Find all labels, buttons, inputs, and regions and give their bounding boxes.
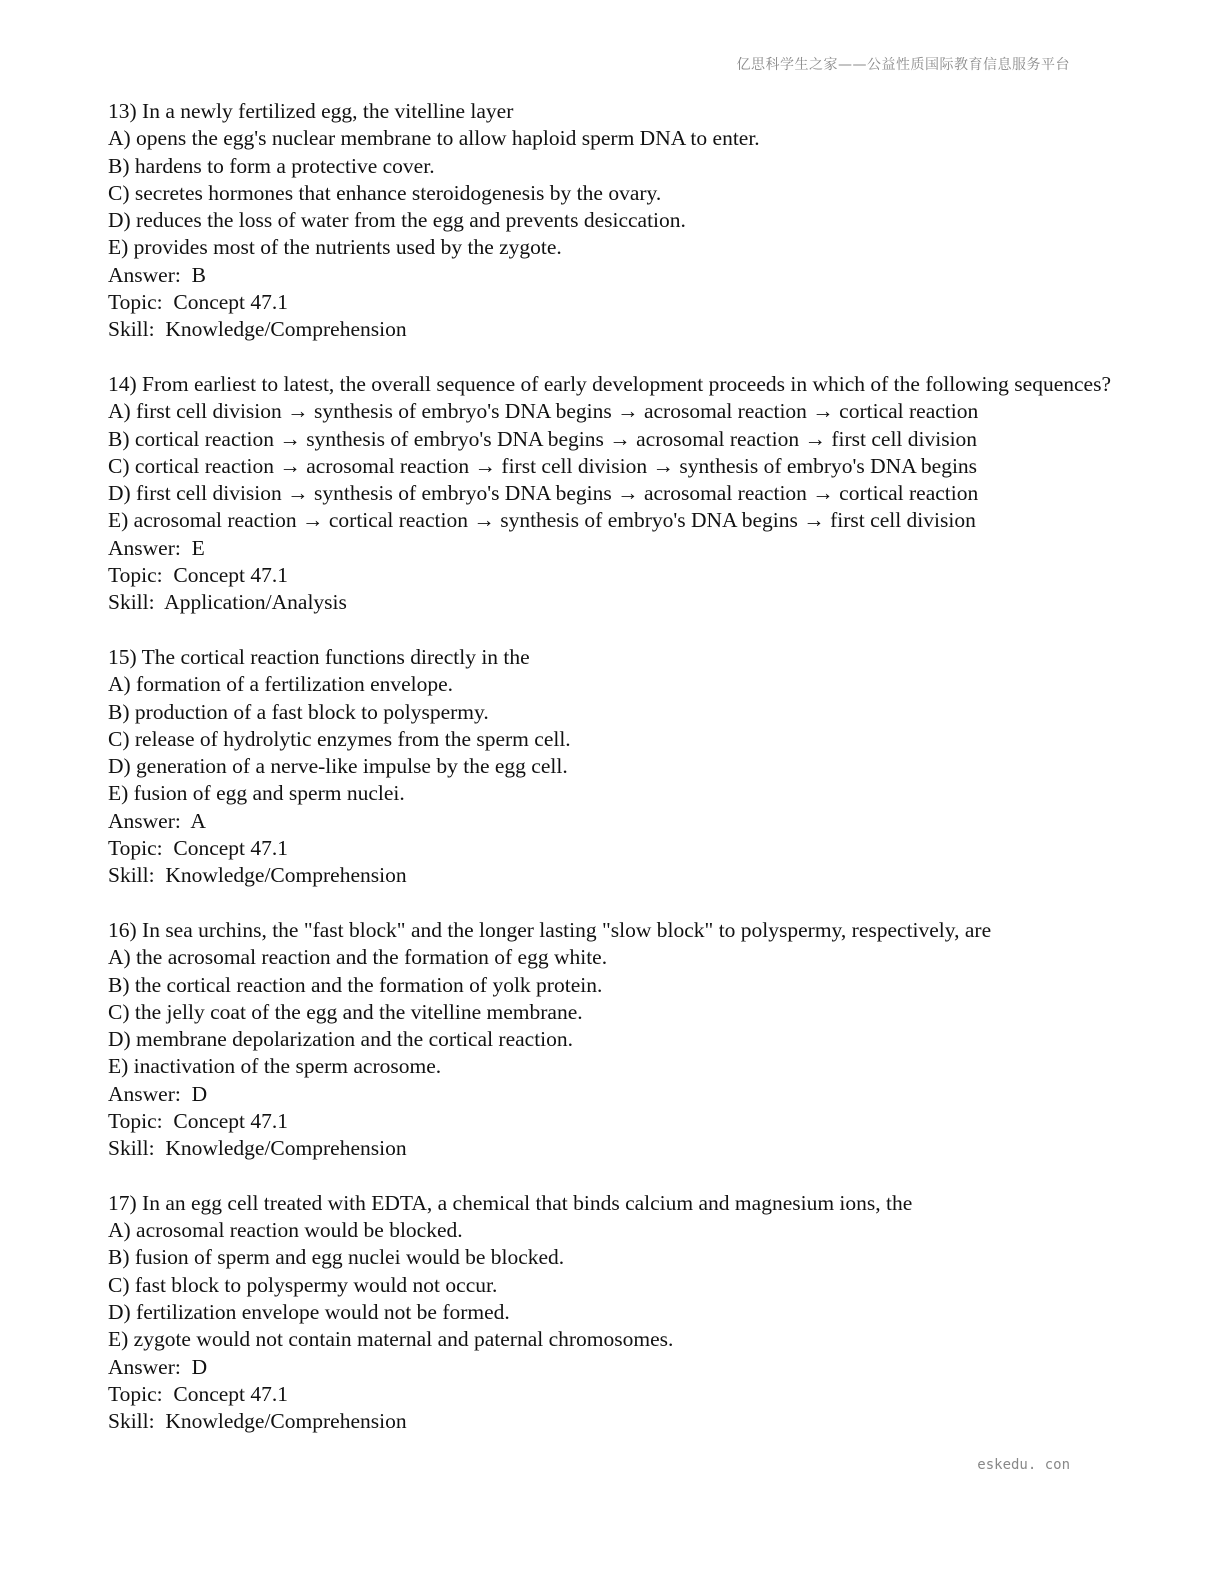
option-b: B) fusion of sperm and egg nuclei would be blocked.: [108, 1245, 565, 1270]
topic-line: Topic: Concept 47.1: [108, 1381, 289, 1406]
option-e: E) provides most of the nutrients used by the zygote.: [108, 235, 562, 260]
option-c: C) secretes hormones that enhance steroidogenesis by the ovary.: [108, 180, 662, 205]
skill-line: Skill: Knowledge/Comprehension: [108, 1136, 407, 1161]
header-watermark: 亿思科学生之家——公益性质国际教育信息服务平台: [736, 57, 1070, 73]
option-e: E) zygote would not contain maternal and paternal chromosomes.: [108, 1327, 674, 1352]
option-a: A) opens the egg's nuclear membrane to allow haploid sperm DNA to enter.: [108, 126, 760, 151]
answer-line: Answer: D: [108, 1081, 208, 1106]
option-d: D) reduces the loss of water from the egg and prevents desiccation.: [108, 208, 686, 233]
option-a: A) first cell division → synthesis of embryo's DNA begins → acrosomal reaction → cortical reaction: [108, 399, 979, 424]
option-c: C) the jelly coat of the egg and the vitelline membrane.: [108, 999, 583, 1024]
option-b: B) the cortical reaction and the formation of yolk protein.: [108, 972, 603, 997]
question-14: [108, 371, 1118, 617]
topic-line: Topic: Concept 47.1: [108, 290, 289, 315]
question-stem: 16) In sea urchins, the "fast block" and the longer lasting "slow block" to polyspermy, respectively, are: [108, 917, 992, 942]
option-c: C) fast block to polyspermy would not occur.: [108, 1272, 498, 1297]
option-a: A) formation of a fertilization envelope.: [108, 672, 454, 697]
answer-line: Answer: B: [108, 262, 206, 287]
option-b: B) hardens to form a protective cover.: [108, 153, 435, 178]
option-d: D) first cell division → synthesis of embryo's DNA begins → acrosomal reaction → cortical reaction: [108, 481, 979, 506]
question-16: [108, 917, 1118, 1163]
skill-line: Skill: Knowledge/Comprehension: [108, 317, 407, 342]
option-a: A) acrosomal reaction would be blocked.: [108, 1218, 463, 1243]
question-stem: 13) In a newly fertilized egg, the vitelline layer: [108, 99, 514, 123]
answer-line: Answer: D: [108, 1354, 208, 1379]
topic-line: Topic: Concept 47.1: [108, 836, 289, 861]
option-d: D) fertilization envelope would not be formed.: [108, 1300, 510, 1325]
option-e: E) fusion of egg and sperm nuclei.: [108, 781, 405, 806]
topic-line: Topic: Concept 47.1: [108, 563, 289, 588]
answer-line: Answer: E: [108, 535, 205, 560]
skill-line: Skill: Knowledge/Comprehension: [108, 1409, 407, 1434]
question-stem: 14) From earliest to latest, the overall sequence of early development proceeds in which of the following sequences?: [108, 371, 1111, 396]
question-17: [108, 1190, 1118, 1436]
skill-line: Skill: Application/Analysis: [108, 590, 347, 615]
option-d: D) membrane depolarization and the cortical reaction.: [108, 1027, 574, 1052]
question-list: [108, 98, 1118, 1463]
question-15: [108, 644, 1118, 890]
option-d: D) generation of a nerve-like impulse by the egg cell.: [108, 754, 568, 779]
option-e: E) inactivation of the sperm acrosome.: [108, 1054, 442, 1079]
option-c: C) cortical reaction → acrosomal reaction → first cell division → synthesis of embryo's DNA begins: [108, 453, 978, 478]
question-stem: 17) In an egg cell treated with EDTA, a chemical that binds calcium and magnesium ions, the: [108, 1190, 913, 1215]
skill-line: Skill: Knowledge/Comprehension: [108, 863, 407, 888]
topic-line: Topic: Concept 47.1: [108, 1108, 289, 1133]
option-e: E) acrosomal reaction → cortical reaction → synthesis of embryo's DNA begins → first cell division: [108, 508, 976, 533]
question-stem: 15) The cortical reaction functions directly in the: [108, 644, 530, 669]
question-13: [108, 98, 1118, 344]
option-a: A) the acrosomal reaction and the formation of egg white.: [108, 945, 608, 970]
option-b: B) cortical reaction → synthesis of embryo's DNA begins → acrosomal reaction → first cell division: [108, 426, 978, 451]
answer-line: Answer: A: [108, 808, 206, 833]
footer-watermark: eskedu. con: [977, 1457, 1070, 1473]
option-b: B) production of a fast block to polyspermy.: [108, 699, 489, 724]
option-c: C) release of hydrolytic enzymes from the sperm cell.: [108, 726, 571, 751]
